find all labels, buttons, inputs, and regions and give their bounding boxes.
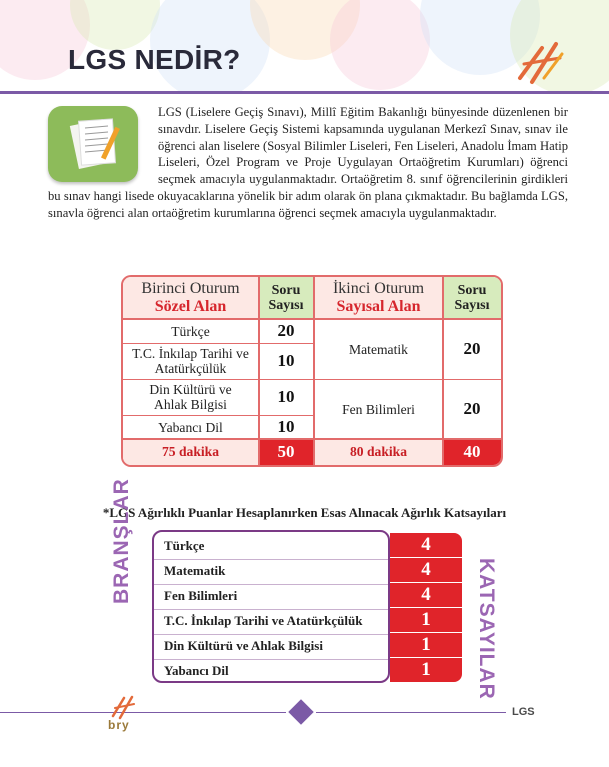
weights-list: [152, 530, 390, 683]
session1-header: [123, 277, 258, 319]
table-row-count: 10: [277, 351, 295, 370]
weight-badge: 1: [390, 658, 462, 682]
soru-label: Soru: [457, 283, 487, 298]
session2-duration: 80 dakika: [349, 444, 408, 459]
session1-soru-header: [258, 277, 314, 319]
sayisi-label: Sayısı: [268, 298, 304, 313]
footer-line-left: [0, 712, 286, 713]
brand-logo-icon: [516, 38, 568, 86]
weight-badge: 4: [390, 558, 462, 582]
table-row-subject: Matematik: [349, 341, 408, 357]
session1-duration: 75 dakika: [161, 444, 220, 459]
table-row-count: 20: [277, 321, 295, 340]
weight-badge: 4: [390, 583, 462, 607]
session1-name: Birinci Oturum: [141, 280, 240, 297]
list-item: Yabancı Dil: [164, 663, 229, 679]
session1-area: Sözel Alan: [154, 298, 227, 315]
table-row-subject: Din Kültürü ve Ahlak Bilgisi: [149, 382, 232, 412]
list-item: Türkçe: [164, 538, 205, 554]
footer-diamond-icon: [288, 699, 313, 724]
weight-badge: 1: [390, 633, 462, 657]
title-divider: [0, 91, 609, 94]
table-row-count: 20: [463, 399, 481, 418]
list-item: T.C. İnkılap Tarihi ve Atatürkçülük: [164, 613, 363, 629]
session2-total: 40: [443, 439, 501, 465]
weight-badge: 4: [390, 533, 462, 557]
coefficients-label: KATSAYILAR: [475, 558, 498, 700]
weight-badge: 1: [390, 608, 462, 632]
list-item: Fen Bilimleri: [164, 588, 238, 604]
session2-name: İkinci Oturum: [332, 280, 425, 297]
table-row-subject: Türkçe: [171, 323, 210, 339]
session1-total: 50: [258, 439, 314, 465]
bry-logo-icon: [110, 694, 138, 720]
intro-paragraph: [48, 104, 568, 222]
soru-label: Soru: [271, 283, 301, 298]
table-row-subject: Yabancı Dil: [158, 419, 223, 435]
exam-session-table: [121, 275, 503, 467]
table-row-count: 10: [277, 417, 295, 436]
footer-line-right: [316, 712, 506, 713]
table-row-subject: T.C. İnkılap Tarihi ve Atatürkçülük: [132, 346, 249, 376]
session2-area: Sayısal Alan: [336, 298, 421, 315]
session2-soru-header: [443, 277, 501, 319]
weights-title: *LGS Ağırlıklı Puanlar Hesaplanırken Esas Alınacak Ağırlık Katsayıları: [102, 505, 507, 520]
intro-text: LGS (Liselere Geçiş Sınavı), Millî Eğitim Bakanlığı bünyesinde düzenlenen bir sınavdır. Liselere Geçiş Sistemi kapsamında uygulanan Merkezî Sınav, sınav ile öğrenci alan liselere (Sosyal Bilimler Liseleri, Fen Liseleri, Anadolu İmam Hatip Liseleri, Özel Program ve Proje Uygulayan Ortaöğretim Kurumları) öğrenci seçmek amacıyla uygulanmaktadır. Ortaöğretim 8. sınıf öğrencilerinin girdikleri bu sınav hangi lisede okuyacaklarına yönelik bir adım olarak ön plana çıkmaktadır. Bu bağlamda LGS, sınavla öğrenci alan ortaöğretim kurumlarına öğrenci seçmek amacıyla uygulanmaktadır.: [48, 105, 568, 220]
table-row-count: 20: [463, 339, 481, 358]
list-item: Din Kültürü ve Ahlak Bilgisi: [164, 638, 323, 654]
table-row-count: 10: [277, 387, 295, 406]
branches-label: BRANŞLAR: [110, 478, 133, 604]
table-row-subject: Fen Bilimleri: [342, 401, 415, 417]
bry-brand-text: bry: [108, 718, 130, 732]
footer-page-label: LGS: [512, 706, 535, 718]
list-item: Matematik: [164, 563, 226, 579]
page-title: LGS NEDİR?: [68, 44, 241, 75]
session2-header: [314, 277, 443, 319]
sayisi-label: Sayısı: [454, 298, 490, 313]
